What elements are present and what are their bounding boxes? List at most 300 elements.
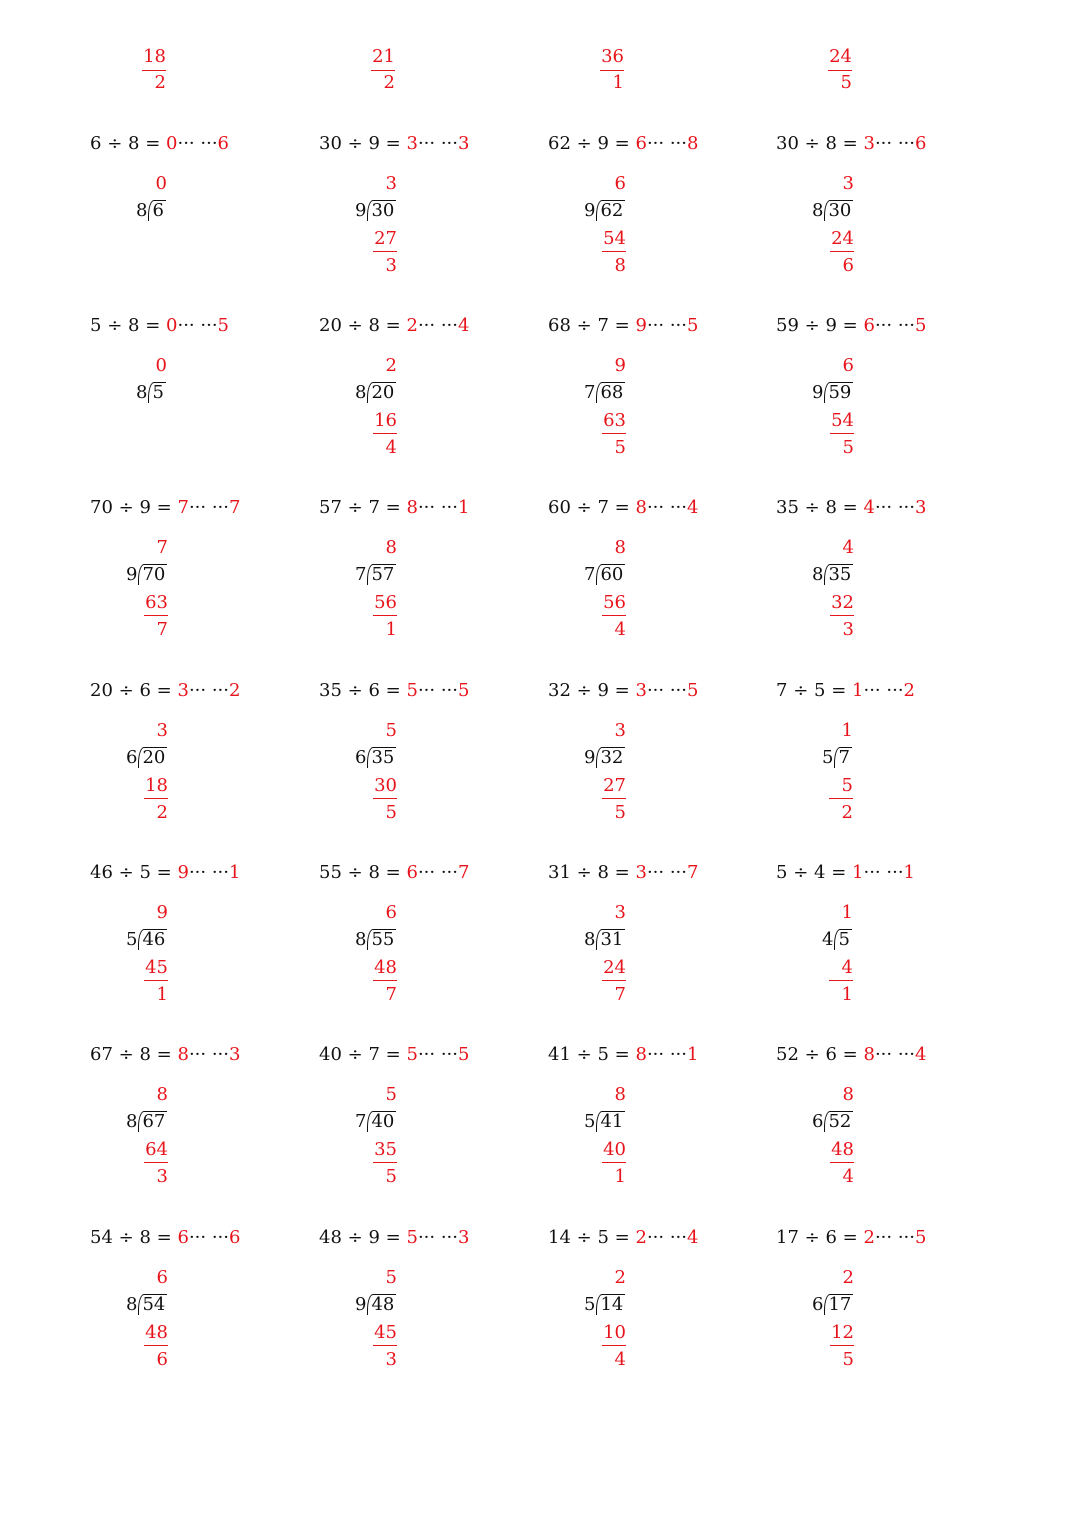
divide-sign: ÷ bbox=[576, 680, 592, 701]
remainder-answer: 6 bbox=[915, 133, 927, 154]
long-division bbox=[584, 902, 724, 1022]
divisor-digit: 8 bbox=[812, 200, 824, 221]
long-division bbox=[126, 1084, 266, 1204]
long-division bbox=[822, 720, 962, 840]
remainder-separator: ··· ··· bbox=[646, 1227, 687, 1248]
divisor-digit: 9 bbox=[584, 747, 596, 768]
dividend-in-bracket: 48 bbox=[367, 1294, 396, 1315]
remainder-separator: ··· ··· bbox=[874, 315, 915, 336]
remainder-answer: 8 bbox=[687, 133, 699, 154]
divisor: 5 bbox=[597, 1227, 609, 1248]
dividend: 35 bbox=[776, 497, 799, 518]
equation bbox=[776, 862, 915, 884]
product-digits: 48 bbox=[374, 957, 397, 978]
product-digits: 56 bbox=[603, 592, 626, 613]
division-problem bbox=[319, 1227, 519, 1387]
product-digits: 30 bbox=[374, 775, 397, 796]
equation bbox=[548, 862, 698, 884]
dividend-in-bracket: 40 bbox=[367, 1111, 396, 1132]
division-bracket-row bbox=[355, 1111, 396, 1133]
division-bracket-row bbox=[584, 1111, 625, 1133]
quotient-digit: 1 bbox=[841, 902, 853, 923]
division-bracket-row bbox=[822, 747, 852, 769]
divisor: 6 bbox=[825, 1044, 837, 1065]
quotient-answer: 4 bbox=[863, 497, 875, 518]
division-bracket-row bbox=[355, 200, 396, 222]
dividend: 14 bbox=[548, 1227, 571, 1248]
equation bbox=[319, 497, 469, 519]
fragment-remainder: 1 bbox=[612, 72, 624, 93]
dividend-in-bracket: 60 bbox=[596, 564, 625, 585]
remainder-separator: ··· ··· bbox=[177, 315, 218, 336]
divide-sign: ÷ bbox=[118, 680, 134, 701]
divisor-digit: 8 bbox=[812, 564, 824, 585]
long-division bbox=[812, 537, 952, 657]
quotient-answer: 8 bbox=[635, 497, 647, 518]
divide-sign: ÷ bbox=[118, 1044, 134, 1065]
dividend-in-bracket: 46 bbox=[138, 929, 167, 950]
divide-sign: ÷ bbox=[576, 1227, 592, 1248]
division-problem bbox=[776, 862, 976, 1022]
quotient-answer: 9 bbox=[177, 862, 189, 883]
subtraction-line bbox=[830, 1345, 854, 1346]
quotient-answer: 0 bbox=[166, 133, 178, 154]
dividend-in-bracket: 31 bbox=[596, 929, 625, 950]
division-problem bbox=[319, 862, 519, 1022]
divisor-digit: 8 bbox=[126, 1111, 138, 1132]
dividend: 5 bbox=[776, 862, 788, 883]
divide-sign: ÷ bbox=[804, 133, 820, 154]
product-digits: 10 bbox=[603, 1322, 626, 1343]
dividend-in-bracket: 35 bbox=[824, 564, 853, 585]
remainder-separator: ··· ··· bbox=[188, 497, 229, 518]
quotient-digit: 5 bbox=[385, 1084, 397, 1105]
remainder-answer: 5 bbox=[915, 315, 927, 336]
dividend-in-bracket: 20 bbox=[367, 382, 396, 403]
dividend-in-bracket: 67 bbox=[138, 1111, 167, 1132]
equals-sign: = bbox=[831, 680, 847, 701]
divisor: 5 bbox=[597, 1044, 609, 1065]
long-division bbox=[822, 902, 962, 1022]
long-division bbox=[584, 355, 724, 475]
quotient-digit: 3 bbox=[385, 173, 397, 194]
dividend: 35 bbox=[319, 680, 342, 701]
equals-sign: = bbox=[156, 1227, 172, 1248]
dividend: 40 bbox=[319, 1044, 342, 1065]
remainder-answer: 5 bbox=[915, 1227, 927, 1248]
remainder-answer: 5 bbox=[687, 315, 699, 336]
divisor: 6 bbox=[825, 1227, 837, 1248]
divisor: 9 bbox=[139, 497, 151, 518]
divisor-digit: 8 bbox=[355, 382, 367, 403]
product-digits: 24 bbox=[831, 228, 854, 249]
dividend: 62 bbox=[548, 133, 571, 154]
dividend-in-bracket: 30 bbox=[824, 200, 853, 221]
subtraction-line bbox=[602, 1345, 626, 1346]
fragment-line bbox=[828, 70, 852, 71]
equals-sign: = bbox=[842, 497, 858, 518]
product-digits: 16 bbox=[374, 410, 397, 431]
product-digits: 48 bbox=[145, 1322, 168, 1343]
quotient-digit: 2 bbox=[842, 1267, 854, 1288]
quotient-answer: 3 bbox=[635, 862, 647, 883]
divisor: 8 bbox=[128, 315, 140, 336]
division-bracket-row bbox=[584, 564, 625, 586]
fragment-remainder: 2 bbox=[154, 72, 166, 93]
dividend: 60 bbox=[548, 497, 571, 518]
divide-sign: ÷ bbox=[118, 497, 134, 518]
dividend-in-bracket: 32 bbox=[596, 747, 625, 768]
quotient-digit: 8 bbox=[842, 1084, 854, 1105]
remainder-answer: 4 bbox=[915, 1044, 927, 1065]
equals-sign: = bbox=[156, 680, 172, 701]
fragment-remainder: 5 bbox=[840, 72, 852, 93]
dividend-in-bracket: 6 bbox=[148, 200, 165, 221]
divisor-digit: 7 bbox=[355, 564, 367, 585]
long-division bbox=[355, 173, 495, 293]
division-bracket-row bbox=[812, 1111, 853, 1133]
remainder-digit: 7 bbox=[385, 984, 397, 1005]
dividend: 20 bbox=[90, 680, 113, 701]
quotient-digit: 5 bbox=[385, 720, 397, 741]
equation bbox=[776, 133, 926, 155]
divisor: 8 bbox=[139, 1044, 151, 1065]
equation bbox=[548, 497, 698, 519]
long-division bbox=[355, 355, 495, 475]
fragment-line bbox=[371, 70, 395, 71]
divisor-digit: 4 bbox=[822, 929, 834, 950]
remainder-digit: 3 bbox=[385, 255, 397, 276]
subtraction-line bbox=[144, 615, 168, 616]
remainder-separator: ··· ··· bbox=[188, 1044, 229, 1065]
fragment-remainder: 2 bbox=[383, 72, 395, 93]
dividend: 6 bbox=[90, 133, 102, 154]
remainder-digit: 5 bbox=[614, 802, 626, 823]
remainder-separator: ··· ··· bbox=[417, 315, 458, 336]
subtraction-line bbox=[829, 798, 853, 799]
remainder-separator: ··· ··· bbox=[863, 862, 904, 883]
long-division bbox=[584, 1084, 724, 1204]
equation bbox=[90, 862, 240, 884]
remainder-answer: 6 bbox=[217, 133, 229, 154]
division-problem bbox=[776, 133, 976, 293]
equals-sign: = bbox=[614, 680, 630, 701]
divide-sign: ÷ bbox=[107, 315, 123, 336]
long-division bbox=[812, 173, 952, 293]
divide-sign: ÷ bbox=[347, 497, 363, 518]
division-bracket-row bbox=[812, 564, 853, 586]
divisor: 6 bbox=[368, 680, 380, 701]
remainder-separator: ··· ··· bbox=[646, 680, 687, 701]
divisor-digit: 7 bbox=[355, 1111, 367, 1132]
quotient-digit: 6 bbox=[156, 1267, 168, 1288]
divisor-digit: 9 bbox=[126, 564, 138, 585]
quotient-answer: 8 bbox=[863, 1044, 875, 1065]
divisor-digit: 7 bbox=[584, 564, 596, 585]
quotient-digit: 3 bbox=[842, 173, 854, 194]
subtraction-line bbox=[602, 980, 626, 981]
remainder-digit: 2 bbox=[156, 802, 168, 823]
quotient-answer: 6 bbox=[863, 315, 875, 336]
division-problem bbox=[90, 862, 290, 1022]
product-digits: 56 bbox=[374, 592, 397, 613]
remainder-digit: 8 bbox=[614, 255, 626, 276]
long-division bbox=[584, 720, 724, 840]
equation bbox=[776, 315, 926, 337]
divisor-digit: 9 bbox=[355, 200, 367, 221]
equals-sign: = bbox=[385, 1227, 401, 1248]
divisor: 9 bbox=[597, 680, 609, 701]
equation bbox=[319, 315, 469, 337]
subtraction-line bbox=[602, 251, 626, 252]
product-digits: 45 bbox=[145, 957, 168, 978]
product-digits: 32 bbox=[831, 592, 854, 613]
equals-sign: = bbox=[614, 1227, 630, 1248]
long-division bbox=[355, 537, 495, 657]
remainder-separator: ··· ··· bbox=[874, 1227, 915, 1248]
fragment-product: 36 bbox=[601, 46, 624, 67]
division-problem bbox=[776, 1044, 976, 1204]
divide-sign: ÷ bbox=[804, 1227, 820, 1248]
dividend: 52 bbox=[776, 1044, 799, 1065]
remainder-answer: 1 bbox=[687, 1044, 699, 1065]
divisor-digit: 8 bbox=[136, 382, 148, 403]
subtraction-line bbox=[830, 433, 854, 434]
remainder-answer: 2 bbox=[229, 680, 241, 701]
subtraction-line bbox=[602, 798, 626, 799]
divide-sign: ÷ bbox=[576, 133, 592, 154]
division-bracket-row bbox=[584, 747, 625, 769]
subtraction-line bbox=[373, 980, 397, 981]
equals-sign: = bbox=[614, 497, 630, 518]
quotient-answer: 6 bbox=[406, 862, 418, 883]
remainder-digit: 5 bbox=[842, 437, 854, 458]
dividend-in-bracket: 68 bbox=[596, 382, 625, 403]
dividend: 57 bbox=[319, 497, 342, 518]
remainder-separator: ··· ··· bbox=[177, 133, 218, 154]
remainder-separator: ··· ··· bbox=[874, 133, 915, 154]
remainder-answer: 1 bbox=[229, 862, 241, 883]
quotient-digit: 3 bbox=[614, 902, 626, 923]
division-problem bbox=[776, 315, 976, 475]
remainder-separator: ··· ··· bbox=[646, 497, 687, 518]
dividend: 20 bbox=[319, 315, 342, 336]
remainder-digit: 7 bbox=[156, 619, 168, 640]
remainder-digit: 4 bbox=[842, 1166, 854, 1187]
subtraction-line bbox=[373, 615, 397, 616]
dividend-in-bracket: 52 bbox=[824, 1111, 853, 1132]
remainder-digit: 5 bbox=[385, 802, 397, 823]
dividend-in-bracket: 5 bbox=[834, 929, 851, 950]
subtraction-line bbox=[144, 798, 168, 799]
quotient-digit: 8 bbox=[614, 537, 626, 558]
dividend: 7 bbox=[776, 680, 788, 701]
dividend-in-bracket: 62 bbox=[596, 200, 625, 221]
fragment-product: 24 bbox=[829, 46, 852, 67]
divide-sign: ÷ bbox=[576, 315, 592, 336]
remainder-digit: 1 bbox=[614, 1166, 626, 1187]
divide-sign: ÷ bbox=[118, 1227, 134, 1248]
remainder-answer: 6 bbox=[229, 1227, 241, 1248]
equation bbox=[319, 680, 469, 702]
division-bracket-row bbox=[355, 564, 396, 586]
remainder-separator: ··· ··· bbox=[646, 315, 687, 336]
division-bracket-row bbox=[584, 929, 625, 951]
equals-sign: = bbox=[156, 1044, 172, 1065]
remainder-separator: ··· ··· bbox=[646, 1044, 687, 1065]
equation bbox=[548, 133, 698, 155]
equation bbox=[776, 1044, 926, 1066]
division-bracket-row bbox=[126, 1294, 167, 1316]
remainder-answer: 5 bbox=[217, 315, 229, 336]
equals-sign: = bbox=[831, 862, 847, 883]
remainder-digit: 3 bbox=[156, 1166, 168, 1187]
equation bbox=[319, 1044, 469, 1066]
divisor-digit: 6 bbox=[355, 747, 367, 768]
dividend-in-bracket: 7 bbox=[834, 747, 851, 768]
division-problem bbox=[548, 1227, 748, 1387]
remainder-separator: ··· ··· bbox=[874, 497, 915, 518]
equals-sign: = bbox=[385, 862, 401, 883]
product-digits: 45 bbox=[374, 1322, 397, 1343]
remainder-answer: 7 bbox=[458, 862, 470, 883]
division-problem bbox=[319, 497, 519, 657]
divisor-digit: 5 bbox=[584, 1111, 596, 1132]
divide-sign: ÷ bbox=[576, 497, 592, 518]
quotient-answer: 5 bbox=[406, 1044, 418, 1065]
equation bbox=[90, 680, 240, 702]
divisor: 8 bbox=[368, 315, 380, 336]
quotient-answer: 9 bbox=[635, 315, 647, 336]
equation bbox=[90, 133, 229, 155]
remainder-digit: 3 bbox=[385, 1349, 397, 1370]
division-problem bbox=[90, 1227, 290, 1387]
quotient-answer: 8 bbox=[177, 1044, 189, 1065]
remainder-separator: ··· ··· bbox=[417, 862, 458, 883]
division-bracket-row bbox=[822, 929, 852, 951]
remainder-digit: 4 bbox=[614, 619, 626, 640]
divide-sign: ÷ bbox=[347, 862, 363, 883]
product-digits: 12 bbox=[831, 1322, 854, 1343]
division-problem bbox=[548, 133, 748, 293]
division-problem bbox=[776, 680, 976, 840]
product-digits: 54 bbox=[831, 410, 854, 431]
division-bracket-row bbox=[584, 1294, 625, 1316]
divisor: 4 bbox=[814, 862, 826, 883]
equals-sign: = bbox=[842, 133, 858, 154]
remainder-answer: 5 bbox=[458, 1044, 470, 1065]
equation bbox=[90, 497, 240, 519]
equals-sign: = bbox=[614, 133, 630, 154]
remainder-digit: 1 bbox=[841, 984, 853, 1005]
division-bracket-row bbox=[812, 1294, 853, 1316]
remainder-answer: 2 bbox=[903, 680, 915, 701]
remainder-separator: ··· ··· bbox=[188, 1227, 229, 1248]
divisor-digit: 8 bbox=[355, 929, 367, 950]
divisor-digit: 6 bbox=[812, 1111, 824, 1132]
long-division bbox=[812, 1267, 952, 1387]
quotient-digit: 6 bbox=[842, 355, 854, 376]
quotient-answer: 3 bbox=[177, 680, 189, 701]
equals-sign: = bbox=[614, 1044, 630, 1065]
division-bracket-row bbox=[355, 382, 396, 404]
quotient-answer: 2 bbox=[635, 1227, 647, 1248]
divisor-digit: 6 bbox=[126, 747, 138, 768]
quotient-digit: 2 bbox=[385, 355, 397, 376]
dividend: 67 bbox=[90, 1044, 113, 1065]
divisor: 8 bbox=[368, 862, 380, 883]
equals-sign: = bbox=[145, 133, 161, 154]
divide-sign: ÷ bbox=[804, 315, 820, 336]
dividend: 30 bbox=[319, 133, 342, 154]
remainder-digit: 5 bbox=[614, 437, 626, 458]
remainder-answer: 3 bbox=[229, 1044, 241, 1065]
quotient-answer: 6 bbox=[635, 133, 647, 154]
quotient-answer: 6 bbox=[177, 1227, 189, 1248]
quotient-digit: 2 bbox=[614, 1267, 626, 1288]
remainder-separator: ··· ··· bbox=[188, 862, 229, 883]
remainder-answer: 4 bbox=[687, 497, 699, 518]
division-bracket-row bbox=[126, 747, 167, 769]
long-division bbox=[355, 1267, 495, 1387]
dividend-in-bracket: 54 bbox=[138, 1294, 167, 1315]
divisor: 8 bbox=[128, 133, 140, 154]
quotient-answer: 1 bbox=[852, 862, 864, 883]
dividend-in-bracket: 55 bbox=[367, 929, 396, 950]
long-division bbox=[355, 1084, 495, 1204]
divisor: 7 bbox=[597, 497, 609, 518]
remainder-answer: 5 bbox=[687, 680, 699, 701]
division-problem bbox=[319, 315, 519, 475]
subtraction-line bbox=[830, 1162, 854, 1163]
dividend: 59 bbox=[776, 315, 799, 336]
quotient-answer: 2 bbox=[863, 1227, 875, 1248]
remainder-separator: ··· ··· bbox=[417, 133, 458, 154]
product-digits: 18 bbox=[145, 775, 168, 796]
divisor: 6 bbox=[139, 680, 151, 701]
quotient-answer: 3 bbox=[406, 133, 418, 154]
quotient-answer: 5 bbox=[406, 1227, 418, 1248]
remainder-answer: 5 bbox=[458, 680, 470, 701]
fragment-product: 21 bbox=[372, 46, 395, 67]
long-division bbox=[812, 1084, 952, 1204]
equation bbox=[776, 497, 926, 519]
remainder-separator: ··· ··· bbox=[188, 680, 229, 701]
fragment-line bbox=[142, 70, 166, 71]
quotient-digit: 4 bbox=[842, 537, 854, 558]
equation bbox=[548, 1044, 698, 1066]
division-problem bbox=[548, 862, 748, 1022]
divide-sign: ÷ bbox=[576, 862, 592, 883]
dividend: 41 bbox=[548, 1044, 571, 1065]
equals-sign: = bbox=[842, 1044, 858, 1065]
division-bracket-row bbox=[584, 200, 625, 222]
divisor: 5 bbox=[139, 862, 151, 883]
remainder-answer: 1 bbox=[458, 497, 470, 518]
divide-sign: ÷ bbox=[107, 133, 123, 154]
product-digits: 24 bbox=[603, 957, 626, 978]
division-bracket-row bbox=[136, 382, 166, 404]
dividend: 55 bbox=[319, 862, 342, 883]
divide-sign: ÷ bbox=[347, 1044, 363, 1065]
remainder-separator: ··· ··· bbox=[863, 680, 904, 701]
division-problem bbox=[90, 497, 290, 657]
division-problem bbox=[90, 315, 290, 475]
divide-sign: ÷ bbox=[804, 497, 820, 518]
equation bbox=[90, 315, 229, 337]
product-digits: 35 bbox=[374, 1139, 397, 1160]
quotient-digit: 5 bbox=[385, 1267, 397, 1288]
